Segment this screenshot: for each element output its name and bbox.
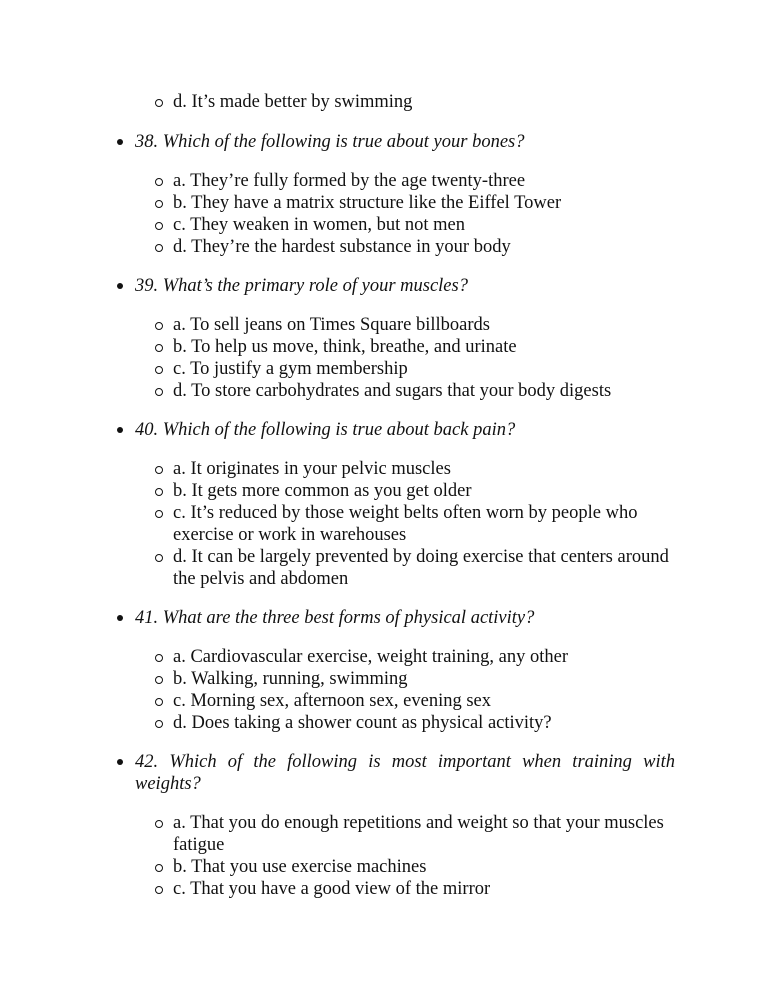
option-text: d. Does taking a shower count as physical activity? <box>173 713 552 733</box>
option-40-a <box>155 458 695 480</box>
option-text: c. Morning sex, afternoon sex, evening sex <box>173 691 492 711</box>
filled-bullet-icon <box>117 615 123 621</box>
option-text: b. They have a matrix structure like the Eiffel Tower <box>173 193 562 213</box>
hollow-bullet-icon <box>155 676 163 684</box>
options-list-42 <box>155 812 695 900</box>
filled-bullet-icon <box>117 283 123 289</box>
filled-bullet-icon <box>117 139 123 145</box>
option-40-c <box>155 502 695 546</box>
option-38-d <box>155 236 695 258</box>
hollow-bullet-icon <box>155 488 163 496</box>
hollow-bullet-icon <box>155 366 163 374</box>
options-list-41 <box>155 646 695 734</box>
question-text: 41. What are the three best forms of physical activity? <box>135 608 535 628</box>
hollow-bullet-icon <box>155 554 163 562</box>
option-text: a. They’re fully formed by the age twenty-three <box>173 171 526 191</box>
options-list-37 <box>155 91 695 113</box>
question-39 <box>117 275 695 297</box>
hollow-bullet-icon <box>155 466 163 474</box>
filled-bullet-icon <box>117 759 123 765</box>
option-42-a <box>155 812 695 856</box>
option-text: d. They’re the hardest substance in your body <box>173 237 511 257</box>
option-38-a <box>155 170 695 192</box>
hollow-bullet-icon <box>155 200 163 208</box>
option-text: c. They weaken in women, but not men <box>173 215 465 235</box>
option-41-c <box>155 690 695 712</box>
option-39-b <box>155 336 695 358</box>
question-text: 42. Which of the following is most important when training with weights? <box>135 752 675 794</box>
option-41-d <box>155 712 695 734</box>
option-40-d <box>155 546 695 590</box>
options-list-39 <box>155 314 695 402</box>
option-text: d. To store carbohydrates and sugars that your body digests <box>173 381 612 401</box>
option-38-b <box>155 192 695 214</box>
question-text: 40. Which of the following is true about back pain? <box>135 420 516 440</box>
option-39-a <box>155 314 695 336</box>
question-text: 38. Which of the following is true about your bones? <box>135 132 525 152</box>
option-42-b <box>155 856 695 878</box>
option-41-a <box>155 646 695 668</box>
question-40 <box>117 419 695 441</box>
option-text: b. That you use exercise machines <box>173 857 427 877</box>
question-text: 39. What’s the primary role of your muscles? <box>135 276 468 296</box>
option-text: b. To help us move, think, breathe, and urinate <box>173 337 517 357</box>
hollow-bullet-icon <box>155 388 163 396</box>
option-text: d. It can be largely prevented by doing exercise that centers around the pelvis and abdomen <box>173 547 669 589</box>
option-text: c. That you have a good view of the mirror <box>173 879 491 899</box>
option-text: b. It gets more common as you get older <box>173 481 472 501</box>
hollow-bullet-icon <box>155 820 163 828</box>
option-39-d <box>155 380 695 402</box>
hollow-bullet-icon <box>155 654 163 662</box>
question-41 <box>117 607 695 629</box>
hollow-bullet-icon <box>155 99 163 107</box>
option-text: a. To sell jeans on Times Square billboards <box>173 315 490 335</box>
hollow-bullet-icon <box>155 244 163 252</box>
question-42 <box>117 751 675 795</box>
option-text: c. It’s reduced by those weight belts often worn by people who exercise or work in warehouses <box>173 503 638 545</box>
question-38 <box>117 131 695 153</box>
options-list-38 <box>155 170 695 258</box>
hollow-bullet-icon <box>155 720 163 728</box>
hollow-bullet-icon <box>155 510 163 518</box>
option-text: b. Walking, running, swimming <box>173 669 408 689</box>
hollow-bullet-icon <box>155 222 163 230</box>
option-text: c. To justify a gym membership <box>173 359 408 379</box>
option-text: a. It originates in your pelvic muscles <box>173 459 451 479</box>
option-38-c <box>155 214 695 236</box>
hollow-bullet-icon <box>155 178 163 186</box>
option-text: d. It’s made better by swimming <box>173 92 413 112</box>
option-text: a. That you do enough repetitions and weight so that your muscles fatigue <box>173 813 664 855</box>
options-list-40 <box>155 458 695 590</box>
hollow-bullet-icon <box>155 344 163 352</box>
hollow-bullet-icon <box>155 864 163 872</box>
option-37-d <box>155 91 695 113</box>
option-42-c <box>155 878 695 900</box>
hollow-bullet-icon <box>155 886 163 894</box>
option-40-b <box>155 480 695 502</box>
hollow-bullet-icon <box>155 698 163 706</box>
option-text: a. Cardiovascular exercise, weight training, any other <box>173 647 569 667</box>
filled-bullet-icon <box>117 427 123 433</box>
option-41-b <box>155 668 695 690</box>
hollow-bullet-icon <box>155 322 163 330</box>
option-39-c <box>155 358 695 380</box>
